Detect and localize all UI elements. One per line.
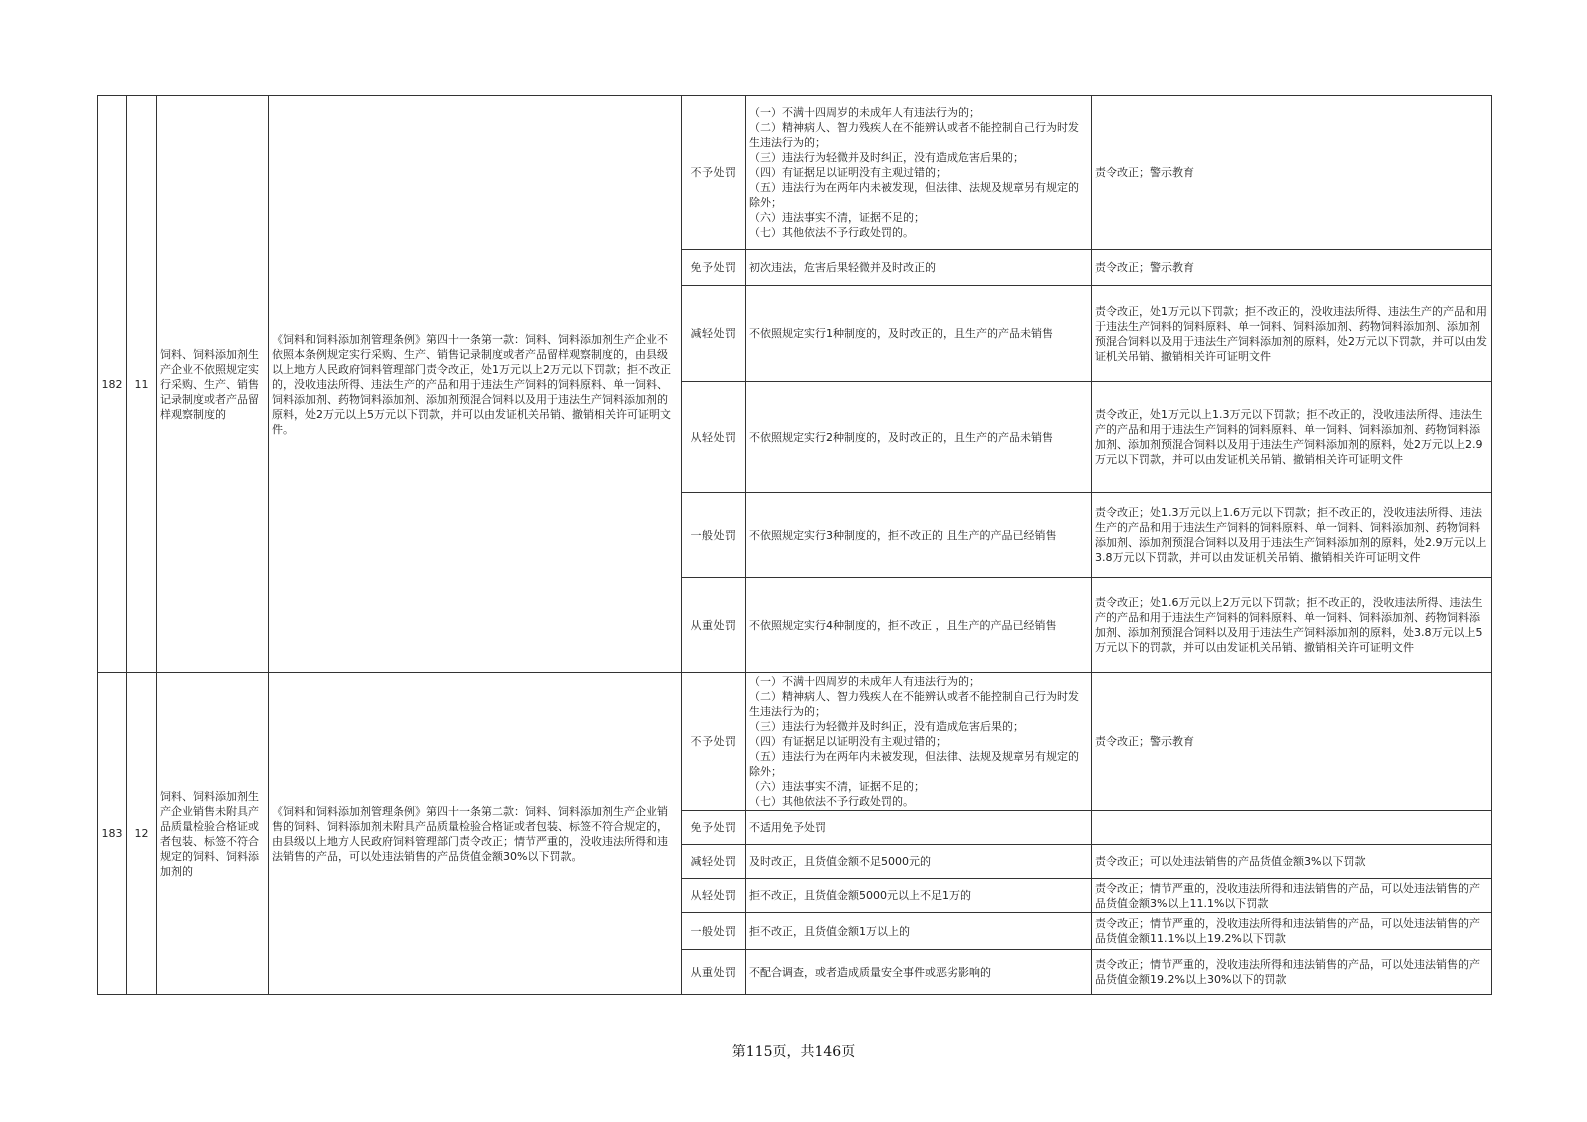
violation-title: 饲料、饲料添加剂生产企业不依照规定实行采购、生产、销售记录制度或者产品留样观察制度的 — [157, 96, 269, 673]
condition-line: 及时改正，且货值金额不足5000元的 — [749, 855, 931, 868]
condition-line: （六）违法事实不清，证据不足的； — [749, 780, 925, 793]
penalty-level: 不予处罚 — [682, 673, 746, 811]
condition-line: （一）不满十四周岁的未成年人有违法行为的； — [749, 675, 980, 688]
penalty-measure: 责令改正；警示教育 — [1092, 250, 1492, 286]
penalty-measure — [1092, 811, 1492, 845]
condition-line: 不配合调查，或者造成质量安全事件或恶劣影响的 — [749, 965, 991, 979]
condition-line: （三）违法行为轻微并及时纠正，没有造成危害后果的； — [749, 151, 1024, 164]
penalty-conditions — [746, 382, 1092, 493]
penalty-conditions — [746, 811, 1092, 845]
penalty-conditions — [746, 250, 1092, 286]
penalty-level: 免予处罚 — [682, 811, 746, 845]
penalty-level: 从轻处罚 — [682, 382, 746, 493]
penalty-level: 一般处罚 — [682, 493, 746, 578]
penalty-measure: 责令改正，处1万元以下罚款；拒不改正的，没收违法所得、违法生产的产品和用于违法生产饲料的饲料原料、单一饲料、饲料添加剂、药物饲料添加剂、添加剂预混合饲料以及用于违法生产饲料添加剂的原料，处2万元以下罚款，并可以由发证机关吊销、撤销相关许可证明文件 — [1092, 286, 1492, 382]
condition-line: 不适用免予处罚 — [749, 821, 826, 834]
condition-line: （七）其他依法不予行政处罚的。 — [749, 226, 914, 239]
condition-line: （二）精神病人、智力残疾人在不能辨认或者不能控制自己行为时发生违法行为的； — [749, 121, 1079, 149]
penalty-level: 从重处罚 — [682, 578, 746, 673]
penalty-level: 不予处罚 — [682, 96, 746, 250]
penalty-measure: 责令改正；处1.6万元以上2万元以下罚款；拒不改正的，没收违法所得、违法生产的产品和用于违法生产饲料的饲料原料、单一饲料、饲料添加剂、药物饲料添加剂、添加剂预混合饲料以及用于违法生产饲料添加剂的原料，处3.8万元以上5万元以下的罚款，并可以由发证机关吊销、撤销相关许可证明文件 — [1092, 578, 1492, 673]
condition-line: 初次违法，危害后果轻微并及时改正的 — [749, 261, 936, 274]
penalty-conditions — [746, 950, 1092, 995]
penalty-level: 减轻处罚 — [682, 845, 746, 879]
penalty-conditions — [746, 578, 1092, 673]
legal-basis: 《饲料和饲料添加剂管理条例》第四十一条第一款：饲料、饲料添加剂生产企业不依照本条例规定实行采购、生产、销售记录制度或者产品留样观察制度的，由县级以上地方人民政府饲料管理部门责令改正，处1万元以上2万元以下罚款；拒不改正的，没收违法所得、违法生产的产品和用于违法生产饲料的饲料原料、单一饲料、饲料添加剂、药物饲料添加剂、添加剂预混合饲料以及用于违法生产饲料添加剂的原料，处2万元以上5万元以下罚款，并可以由发证机关吊销、撤销相关许可证明文件。 — [269, 96, 682, 673]
item-number: 182 — [98, 96, 127, 673]
condition-line: （二）精神病人、智力残疾人在不能辨认或者不能控制自己行为时发生违法行为的； — [749, 690, 1079, 718]
penalty-measure: 责令改正，处1万元以上1.3万元以下罚款；拒不改正的，没收违法所得、违法生产的产品和用于违法生产饲料的饲料原料、单一饲料、饲料添加剂、药物饲料添加剂、添加剂预混合饲料以及用于违法生产饲料添加剂的原料，处2万元以上2.9万元以下罚款，并可以由发证机关吊销、撤销相关许可证明文件 — [1092, 382, 1492, 493]
penalty-conditions — [746, 286, 1092, 382]
condition-line: （五）违法行为在两年内未被发现，但法律、法规及规章另有规定的除外； — [749, 181, 1079, 209]
condition-line: 拒不改正，且货值金额5000元以上不足1万的 — [749, 889, 971, 902]
item-sub-number: 11 — [127, 96, 157, 673]
condition-line: （六）违法事实不清，证据不足的； — [749, 211, 925, 224]
penalty-level: 减轻处罚 — [682, 286, 746, 382]
condition-line: 不依照规定实行1种制度的，及时改正的，且生产的产品未销售 — [749, 327, 1053, 340]
condition-line: （三）违法行为轻微并及时纠正，没有造成危害后果的； — [749, 720, 1024, 733]
condition-line: （四）有证据足以证明没有主观过错的； — [749, 166, 947, 179]
penalty-conditions — [746, 845, 1092, 879]
penalty-conditions — [746, 913, 1092, 950]
penalty-conditions — [746, 96, 1092, 250]
penalty-standards-table — [97, 95, 1492, 995]
condition-line: （五）违法行为在两年内未被发现，但法律、法规及规章另有规定的除外； — [749, 750, 1079, 778]
condition-line: 不依照规定实行4种制度的，拒不改正 ，且生产的产品已经销售 — [749, 618, 1057, 632]
item-sub-number: 12 — [127, 673, 157, 995]
page-footer: 第115页，共146页 — [731, 1044, 856, 1060]
condition-line: （一）不满十四周岁的未成年人有违法行为的； — [749, 106, 980, 119]
condition-line: （四）有证据足以证明没有主观过错的； — [749, 735, 947, 748]
penalty-measure: 责令改正；警示教育 — [1092, 673, 1492, 811]
item-number: 183 — [98, 673, 127, 995]
penalty-measure: 责令改正；情节严重的，没收违法所得和违法销售的产品，可以处违法销售的产品货值金额3%以上11.1%以下罚款 — [1092, 879, 1492, 913]
penalty-measure: 责令改正；警示教育 — [1092, 96, 1492, 250]
penalty-conditions — [746, 879, 1092, 913]
table-row — [98, 673, 1492, 811]
condition-line: 不依照规定实行3种制度的，拒不改正的 且生产的产品已经销售 — [749, 528, 1057, 542]
penalty-level: 从重处罚 — [682, 950, 746, 995]
penalty-measure: 责令改正；处1.3万元以上1.6万元以下罚款；拒不改正的，没收违法所得、违法生产的产品和用于违法生产饲料的饲料原料、单一饲料、饲料添加剂、药物饲料添加剂、添加剂预混合饲料以及用于违法生产饲料添加剂的原料，处2.9万元以上3.8万元以下罚款，并可以由发证机关吊销、撤销相关许可证明文件 — [1092, 493, 1492, 578]
penalty-level: 免予处罚 — [682, 250, 746, 286]
penalty-level: 从轻处罚 — [682, 879, 746, 913]
penalty-measure: 责令改正；情节严重的，没收违法所得和违法销售的产品，可以处违法销售的产品货值金额11.1%以上19.2%以下罚款 — [1092, 913, 1492, 950]
penalty-measure: 责令改正；可以处违法销售的产品货值金额3%以下罚款 — [1092, 845, 1492, 879]
penalty-measure: 责令改正；情节严重的，没收违法所得和违法销售的产品，可以处违法销售的产品货值金额19.2%以上30%以下的罚款 — [1092, 950, 1492, 995]
penalty-conditions — [746, 673, 1092, 811]
table-row — [98, 96, 1492, 250]
penalty-level: 一般处罚 — [682, 913, 746, 950]
condition-line: 不依照规定实行2种制度的，及时改正的，且生产的产品未销售 — [749, 430, 1053, 444]
condition-line: 拒不改正，且货值金额1万以上的 — [749, 924, 910, 938]
condition-line: （七）其他依法不予行政处罚的。 — [749, 795, 914, 808]
penalty-conditions — [746, 493, 1092, 578]
legal-basis: 《饲料和饲料添加剂管理条例》第四十一条第二款：饲料、饲料添加剂生产企业销售的饲料、饲料添加剂未附具产品质量检验合格证或者包装、标签不符合规定的，由县级以上地方人民政府饲料管理部门责令改正；情节严重的，没收违法所得和违法销售的产品，可以处违法销售的产品货值金额30%以下罚款。 — [269, 673, 682, 995]
violation-title: 饲料、饲料添加剂生产企业销售未附具产品质量检验合格证或者包装、标签不符合规定的饲料、饲料添加剂的 — [157, 673, 269, 995]
